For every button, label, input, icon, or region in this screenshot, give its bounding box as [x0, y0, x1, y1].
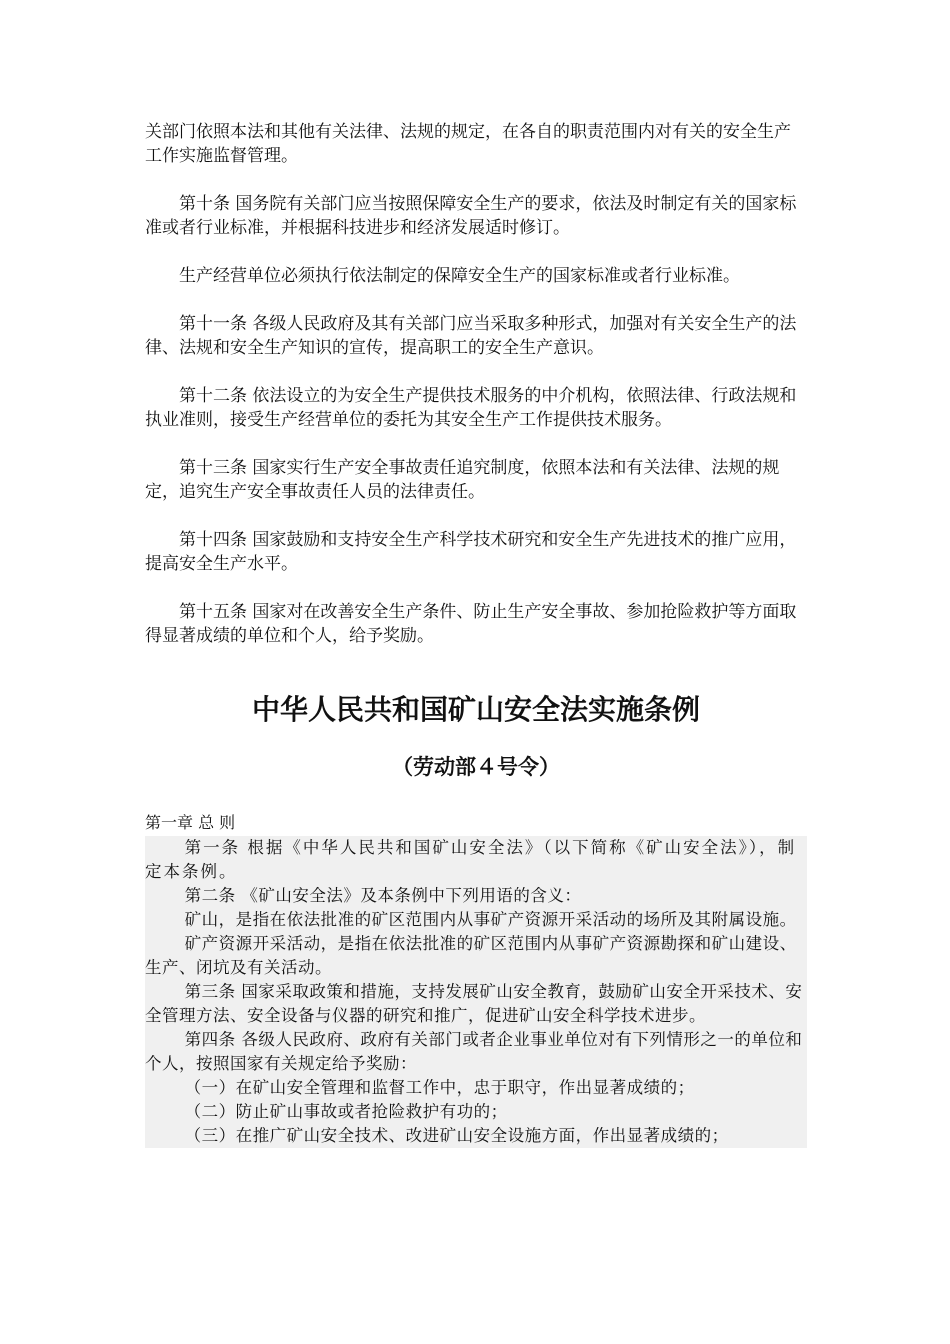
article-1: 第一条 根据《中华人民共和国矿山安全法》（以下简称《矿山安全法》），制定本条例。	[145, 838, 797, 881]
article-12: 第十二条 依法设立的为安全生产提供技术服务的中介机构，依照法律、行政法规和执业准则，接受生产经营单位的委托为其安全生产工作提供技术服务。	[145, 386, 797, 430]
regulation-body	[145, 836, 807, 1148]
chapter-heading: 第一章 总 则	[145, 813, 236, 832]
paragraph: 关部门依照本法和其他有关法律、法规的规定，在各自的职责范围内对有关的安全生产工作实施监督管理。	[145, 122, 791, 166]
article-15: 第十五条 国家对在改善安全生产条件、防止生产安全事故、参加抢险救护等方面取得显著成绩的单位和个人，给予奖励。	[145, 602, 797, 646]
paragraph: 矿产资源开采活动，是指在依法批准的矿区范围内从事矿产资源勘探和矿山建设、生产、闭坑及有关活动。	[145, 934, 797, 977]
document-subtitle: （劳动部４号令）	[392, 755, 560, 779]
article-11: 第十一条 各级人民政府及其有关部门应当采取多种形式，加强对有关安全生产的法律、法规和安全生产知识的宣传，提高职工的安全生产意识。	[145, 314, 797, 358]
article-3: 第三条 国家采取政策和措施，支持发展矿山安全教育，鼓励矿山安全开采技术、安全管理方法、安全设备与仪器的研究和推广，促进矿山安全科学技术进步。	[145, 982, 803, 1025]
list-item: （三）在推广矿山安全技术、改进矿山安全设施方面，作出显著成绩的；	[184, 1126, 729, 1145]
article-14: 第十四条 国家鼓励和支持安全生产科学技术研究和安全生产先进技术的推广应用，提高安全生产水平。	[145, 530, 797, 574]
document-title: 中华人民共和国矿山安全法实施条例	[251, 693, 700, 726]
list-item: （二）防止矿山事故或者抢险救护有功的；	[184, 1102, 508, 1121]
document-page	[145, 120, 807, 1148]
paragraph: 矿山，是指在依法批准的矿区范围内从事矿产资源开采活动的场所及其附属设施。	[184, 910, 797, 929]
article-13: 第十三条 国家实行生产安全事故责任追究制度，依照本法和有关法律、法规的规定，追究生产安全事故责任人员的法律责任。	[145, 458, 780, 502]
paragraph: 生产经营单位必须执行依法制定的保障安全生产的国家标准或者行业标准。	[179, 266, 740, 286]
list-item: （一）在矿山安全管理和监督工作中，忠于职守，作出显著成绩的；	[184, 1078, 695, 1097]
article-4: 第四条 各级人民政府、政府有关部门或者企业事业单位对有下列情形之一的单位和个人，按照国家有关规定给予奖励：	[145, 1030, 803, 1073]
article-10: 第十条 国务院有关部门应当按照保障安全生产的要求，依法及时制定有关的国家标准或者行业标准，并根据科技进步和经济发展适时修订。	[145, 194, 797, 238]
article-2: 第二条 《矿山安全法》及本条例中下列用语的含义：	[184, 886, 582, 905]
